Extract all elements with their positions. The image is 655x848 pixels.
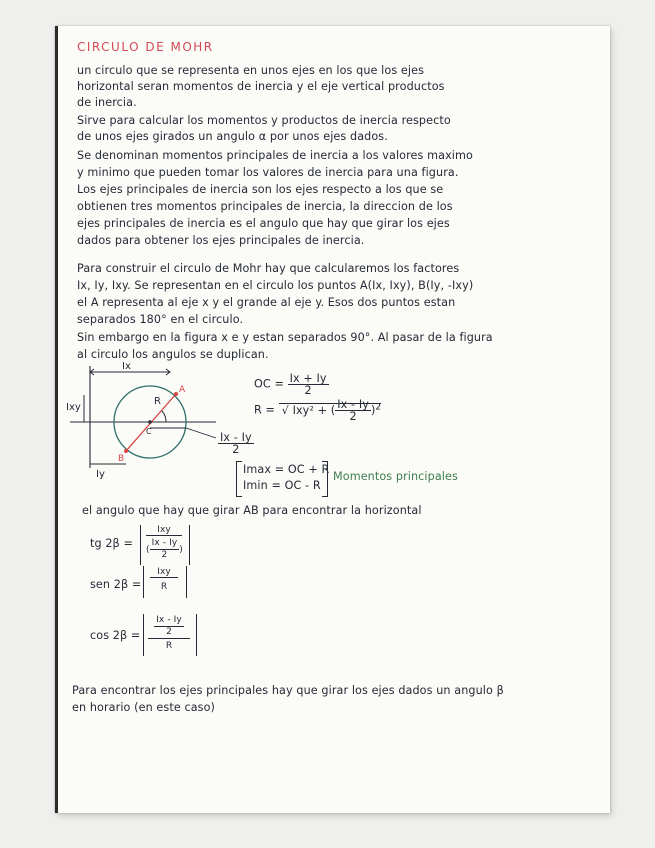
text-line: al circulo los angulos se duplican.: [77, 348, 269, 361]
fraction: [288, 373, 329, 396]
text-line: el angulo que hay que girar AB para encontrar la horizontal: [82, 504, 422, 517]
fraction-den: 2: [349, 410, 357, 423]
label-b: B: [118, 454, 125, 464]
fraction-num: Ix - Iy: [151, 538, 178, 548]
text-line: en horario (en este caso): [72, 701, 216, 714]
fraction-den: 2: [232, 443, 240, 456]
imax-formula: Imax = OC + R: [243, 463, 330, 476]
pointer-line: [186, 428, 216, 438]
fraction-num: Ix + Iy: [289, 372, 327, 385]
text-line: separados 180° en el circulo.: [77, 313, 244, 326]
fraction-den: 2: [166, 627, 172, 637]
point-b: [124, 449, 128, 453]
formula-r-lhs: R =: [254, 403, 276, 417]
text-line: un circulo que se representa en unos ejes en los que los ejes: [77, 64, 425, 77]
text-line: Sin embargo en la figura x e y estan separados 90°. Al pasar de la figura: [77, 331, 493, 344]
text-line: horizontal seran momentos de inercia y el eje vertical productos: [77, 80, 445, 93]
formula-half-difference: [218, 432, 254, 455]
label-iy: Iy: [96, 469, 105, 480]
text-line: Para encontrar los ejes principales hay que girar los ejes dados un angulo β: [72, 684, 504, 697]
sen-lhs: sen 2β =: [90, 578, 142, 591]
tg-denominator: ( $\frac{Ix - Iy}{2}$ ): [146, 538, 183, 560]
cos-numerator: [148, 615, 190, 639]
page-edge: [55, 26, 58, 813]
fraction: [218, 432, 254, 455]
cos-lhs: cos 2β =: [90, 629, 141, 642]
imin-formula: Imin = OC - R: [243, 479, 321, 492]
mohr-circle-diagram: [66, 360, 236, 480]
formula-oc: [254, 373, 329, 396]
formula-r: [254, 399, 381, 422]
r-term: Ixy² +: [292, 403, 328, 417]
fraction-den: 2: [304, 384, 312, 397]
text-line: de unos ejes girados un angulo α por unos ejes dados.: [77, 130, 388, 143]
fraction: [154, 615, 184, 638]
text-line: Ix, Iy, Ixy. Se representan en el circulo los puntos A(Ix, Ixy), B(Iy, -Ixy): [77, 279, 474, 292]
exponent: 2: [375, 401, 382, 412]
sen-denominator: R: [160, 582, 168, 592]
center-c: [148, 420, 152, 424]
text-line: dados para obtener los ejes principales de inercia.: [77, 234, 365, 247]
fraction: [335, 399, 371, 422]
angle-arc: [162, 411, 166, 422]
tg-lhs: tg 2β =: [90, 537, 133, 550]
label-a: A: [179, 385, 186, 395]
fraction-num: Ix - Iy: [337, 398, 369, 411]
fraction-num: Ix - Iy: [220, 431, 252, 444]
tg-numerator: Ixy: [146, 525, 182, 536]
point-a: [174, 392, 178, 396]
text-line: el A representa al eje x y el grande al eje y. Esos dos puntos estan: [77, 296, 456, 309]
text-line: Se denominan momentos principales de inercia a los valores maximo: [77, 149, 473, 162]
cos-denominator: R: [165, 641, 173, 651]
text-line: Los ejes principales de inercia son los ejes respecto a los que se: [77, 183, 444, 196]
fraction-den: 2: [161, 550, 168, 560]
principal-moments-label: Momentos principales: [333, 470, 458, 483]
label-r: R: [154, 396, 161, 407]
left-bracket: [236, 461, 242, 497]
fraction: [150, 538, 180, 561]
square-root: √ Ixy² + ( $\frac{Ix - Iy}{2}$ )$^2$: [279, 403, 382, 417]
label-ix: Ix: [122, 361, 131, 372]
text-line: Sirve para calcular los momentos y productos de inercia respecto: [77, 114, 451, 127]
fraction-num: Ix - Iy: [156, 615, 182, 625]
formula-oc-lhs: OC =: [254, 377, 284, 391]
label-c: C: [146, 427, 152, 436]
text-line: ejes principales de inercia es el angulo que hay que girar los ejes: [77, 217, 450, 230]
sen-numerator: Ixy: [150, 567, 178, 578]
text-line: Para construir el circulo de Mohr hay que calcularemos los factores: [77, 262, 460, 275]
text-line: y minimo que pueden tomar los valores de inercia para una figura.: [77, 166, 459, 179]
text-line: obtienen tres momentos principales de inercia, la direccion de los: [77, 200, 453, 213]
label-ixy: Ixy: [66, 402, 81, 413]
page-title: CIRCULO DE MOHR: [77, 40, 214, 54]
text-line: de inercia.: [77, 96, 137, 109]
